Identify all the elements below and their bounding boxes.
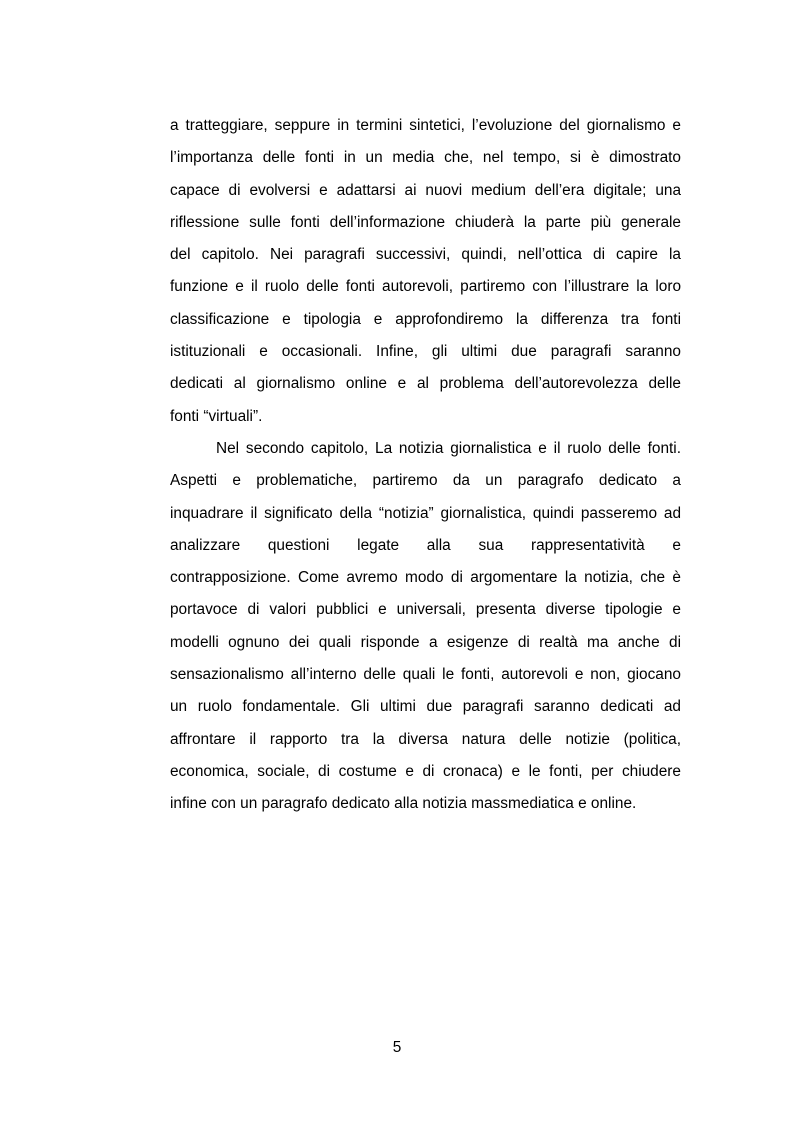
text-line: del capitolo. Nei paragrafi successivi, quindi, nell’ottica di capire la <box>170 246 681 264</box>
text-line: funzione e il ruolo delle fonti autorevoli, partiremo con l’illustrare la loro <box>170 278 681 296</box>
text-line: riflessione sulle fonti dell’informazione chiuderà la parte più generale <box>170 213 681 231</box>
text-line: inquadrare il significato della “notizia” giornalistica, quindi passeremo ad <box>170 504 681 522</box>
text-line: portavoce di valori pubblici e universali, presenta diverse tipologie e <box>170 601 681 619</box>
text-line: dedicati al giornalismo online e al problema dell’autorevolezza delle <box>170 375 681 393</box>
text-line: Nel secondo capitolo, La notizia giornalistica e il ruolo delle fonti. <box>216 439 681 457</box>
page-number: 5 <box>392 1039 402 1056</box>
paragraph-2 <box>170 433 681 821</box>
text-line: capace di evolversi e adattarsi ai nuovi medium dell’era digitale; una <box>170 181 681 199</box>
text-line: infine con un paragrafo dedicato alla notizia massmediatica e online. <box>170 795 637 813</box>
text-line: analizzare questioni legate alla sua rappresentatività e <box>170 536 681 554</box>
text-line: affrontare il rapporto tra la diversa natura delle notizie (politica, <box>170 730 681 748</box>
text-line: a tratteggiare, seppure in termini sintetici, l’evoluzione del giornalismo e <box>170 117 681 134</box>
text-line: sensazionalismo all’interno delle quali le fonti, autorevoli e non, giocano <box>170 666 681 684</box>
text-line: contrapposizione. Come avremo modo di argomentare la notizia, che è <box>170 569 681 587</box>
text-line: classificazione e tipologia e approfondiremo la differenza tra fonti <box>170 310 681 328</box>
text-line: un ruolo fondamentale. Gli ultimi due paragrafi saranno dedicati ad <box>170 698 681 716</box>
text-line: istituzionali e occasionali. Infine, gli ultimi due paragrafi saranno <box>170 343 681 361</box>
text-line: economica, sociale, di costume e di cronaca) e le fonti, per chiudere <box>170 762 681 780</box>
text-line: modelli ognuno dei quali risponde a esigenze di realtà ma anche di <box>170 633 681 651</box>
text-line: fonti “virtuali”. <box>170 407 263 425</box>
body-text <box>170 110 681 821</box>
text-line: l’importanza delle fonti in un media che, nel tempo, si è dimostrato <box>170 149 681 167</box>
paragraph-1 <box>170 110 681 433</box>
text-line: Aspetti e problematiche, partiremo da un paragrafo dedicato a <box>170 472 681 490</box>
